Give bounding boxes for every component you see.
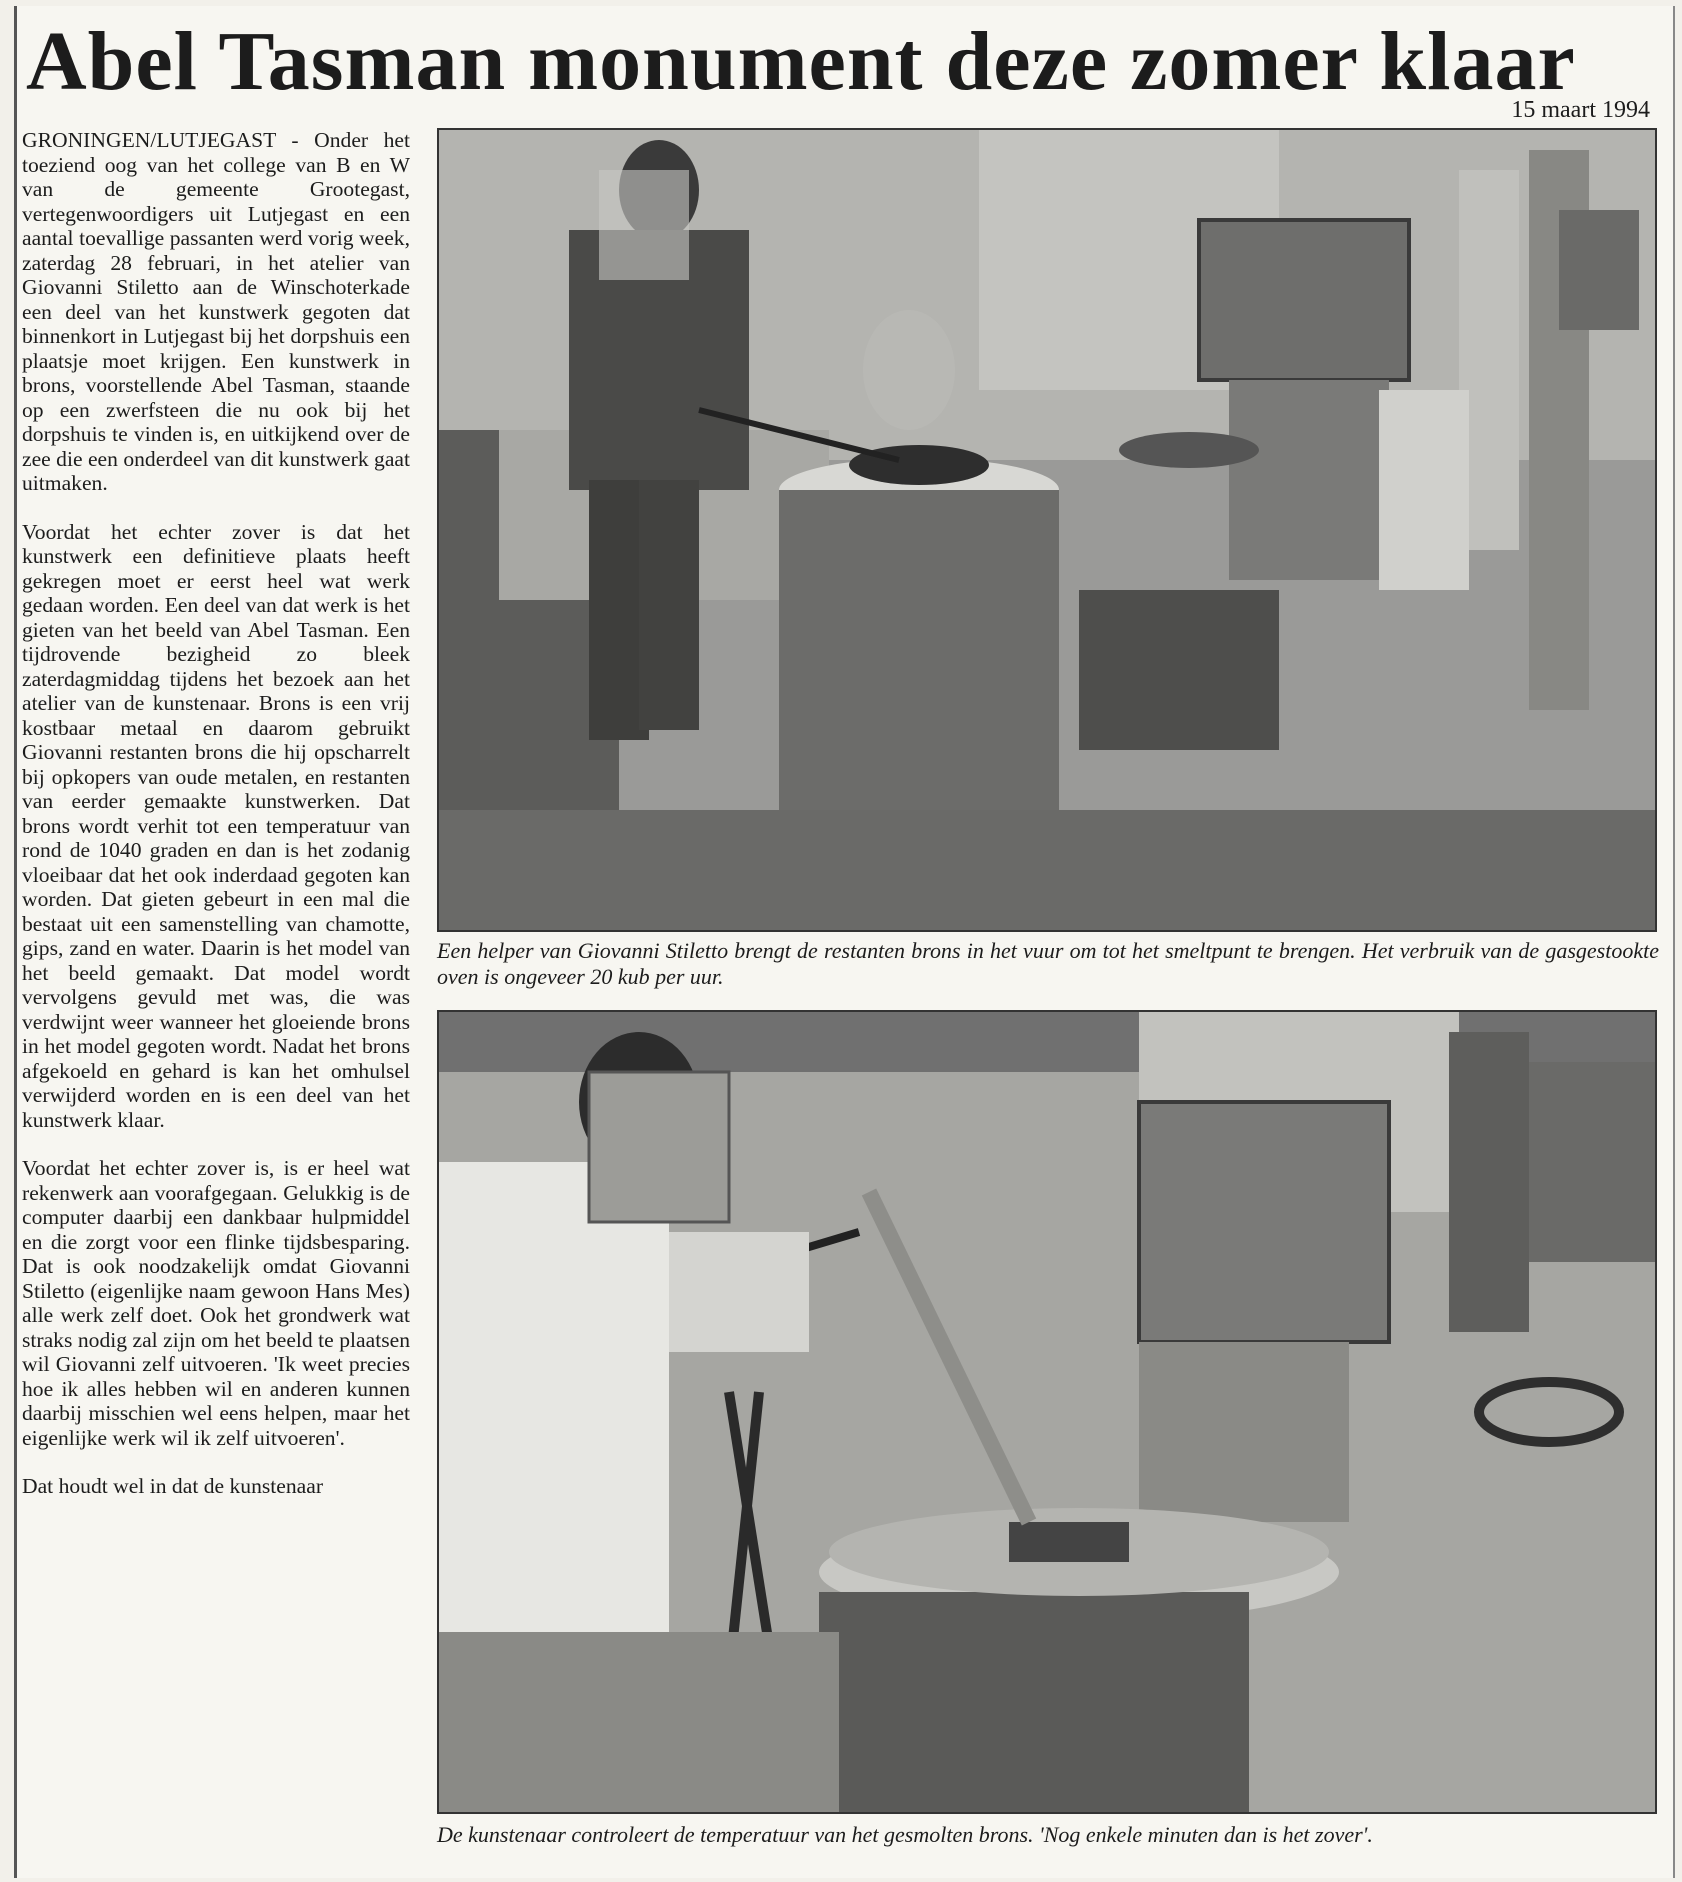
article-paragraph-4: Dat houdt wel in dat de kunstenaar xyxy=(22,1474,324,1498)
article-column xyxy=(22,128,410,1878)
article-paragraph-1: GRONINGEN/LUTJEGAST - Onder het toeziend oog van het college van B en W van de gemeente Grootegast, vertegenwoordigers uit Lutjegast en een aantal toevallige passanten werd vorig week, zaterdag 28 februari, in het atelier van Giovanni Stiletto aan de Winschoterkade een deel van het kunstwerk gegoten dat binnenkort in Lutjegast bij het dorpshuis een plaatsje moet krijgen. Een kunstwerk in brons, voorstellende Abel Tasman, staande op een zwerfsteen die nu ook bij het dorpshuis te vinden is, en uitkijkend over de zee die een onderdeel van dit kunstwerk gaat uitmaken. xyxy=(22,128,410,495)
photo-helper-furnace xyxy=(437,128,1657,932)
publication-date: 15 maart 1994 xyxy=(1511,97,1650,123)
caption-photo-1: Een helper van Giovanni Stiletto brengt de restanten brons in het vuur om tot het smeltpunt te brengen. Het verbruik van de gasgestookte oven is ongeveer 20 kub per uur. xyxy=(437,938,1659,989)
caption-photo-2: De kunstenaar controleert de temperatuur van het gesmolten brons. 'Nog enkele minuten dan is het zover'. xyxy=(437,1822,1373,1847)
photo-artist-temperature xyxy=(437,1010,1657,1814)
photo-artist-temperature-image xyxy=(439,1012,1655,1812)
article-paragraph-3: Voordat het echter zover is, is er heel wat rekenwerk aan voorafgegaan. Gelukkig is de computer daarbij een dankbaar hulpmiddel en die zorgt voor een flinke tijdsbesparing. Dat is ook noodzakelijk omdat Giovanni Stiletto (eigenlijke naam gewoon Hans Mes) alle werk zelf doet. Ook het grondwerk wat straks nodig zal zijn om het beeld te plaatsen wil Giovanni zelf uitvoeren. 'Ik weet precies hoe ik alles hebben wil en anderen kunnen daarbij misschien wel eens helpen, maar het eigenlijke werk wil ik zelf uitvoeren'. xyxy=(22,1156,410,1450)
photo-helper-furnace-image xyxy=(439,130,1655,930)
headline: Abel Tasman monument deze zomer klaar xyxy=(26,15,1576,108)
article-paragraph-2: Voordat het echter zover is dat het kunstwerk een definitieve plaats heeft gekregen moet er eerst heel wat werk gedaan worden. Een deel van dat werk is het gieten van het beeld van Abel Tasman. Een tijdrovende bezigheid zo bleek zaterdagmiddag tijdens het bezoek aan het atelier van de kunstenaar. Brons is een vrij kostbaar metaal en daarom gebruikt Giovanni restanten brons die hij opscharrelt bij opkopers van oude metalen, en restanten van eerder gemaakte kunstwerken. Dat brons wordt verhit tot een temperatuur van rond de 1040 graden en dan is het zodanig vloeibaar dat het ook inderdaad gegoten kan worden. Dat gieten gebeurt in een mal die bestaat uit een samenstelling van chamotte, gips, zand en water. Daarin is het model van het beeld gemaakt. Dat model wordt vervolgens gevuld met was, die was verdwijnt weer wanneer het gloeiende brons in het model gegoten wordt. Nadat het brons afgekoeld en gehard is kan het omhulsel verwijderd worden en is een deel van het kunstwerk klaar. xyxy=(22,519,410,1132)
